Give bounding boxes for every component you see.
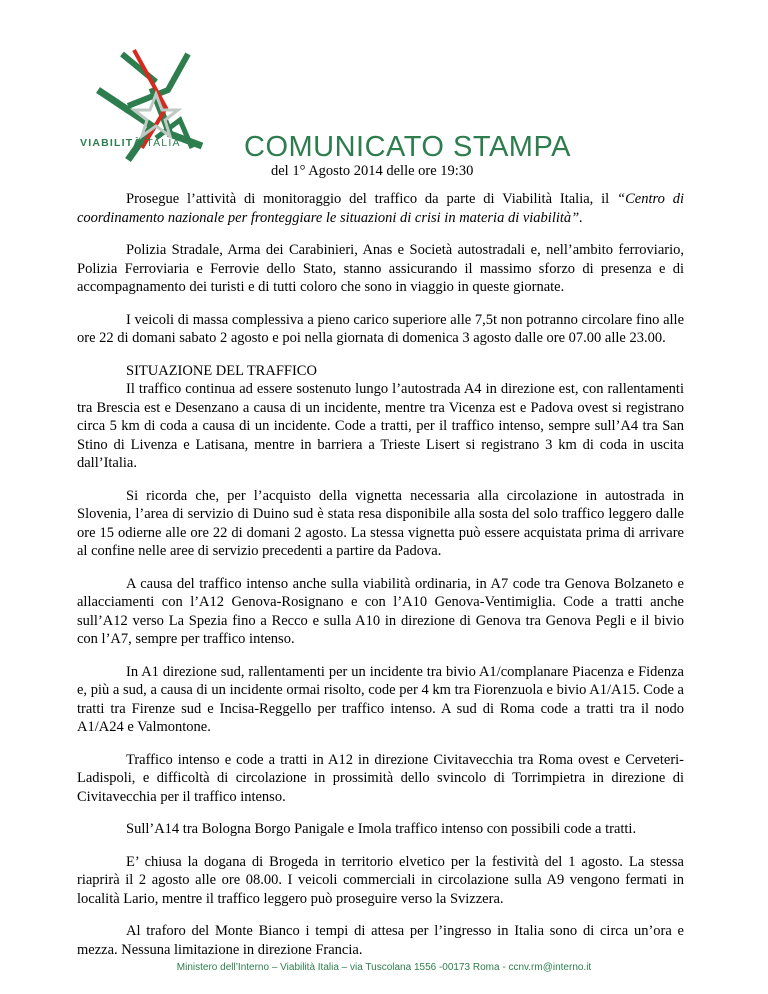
paragraph-6: A causa del traffico intenso anche sulla viabilità ordinaria, in A7 code tra Genova Bolzaneto e allacciamenti con l’A12 Genova-Rosignano e con l’A10 Genova-Ventimiglia. Code a tratti anche sull’A12 verso La Spezia fino a Recco e sulla A10 in direzione di Genova tra Genova Pegli e il bivio con l’A7, sempre per traffico intenso. (77, 575, 684, 647)
footer-contact: Ministero dell’Interno – Viabilità Italia – via Tuscolana 1556 -00173 Roma - ccnv.rm@interno.it (176, 962, 592, 973)
paragraph-1-text: Prosegue l’attività di monitoraggio del traffico da parte di Viabilità Italia, il (126, 191, 618, 207)
dateline: del 1° Agosto 2014 delle ore 19:30 (271, 163, 474, 179)
paragraph-4: Il traffico continua ad essere sostenuto lungo l’autostrada A4 in direzione est, con rallentamenti tra Brescia est e Desenzano a causa di un incidente, mentre tra Vicenza est e Padova ovest si registrano circa 5 km di coda a causa di un incidente. Code a tratti, per il traffico intenso, sempre sull’A4 tra San Stino di Livenza e Latisana, mentre in barriera a Trieste Lisert si registrano 3 km di coda in uscita dall’Italia. (77, 381, 684, 471)
paragraph-1 (77, 190, 684, 227)
page-title: COMUNICATO STAMPA (244, 131, 571, 163)
paragraph-11: Al traforo del Monte Bianco i tempi di attesa per l’ingresso in Italia sono di circa un’ora e mezza. Nessuna limitazione in direzione Francia. (77, 923, 684, 958)
paragraph-9: Sull’A14 tra Bologna Borgo Panigale e Imola traffico intenso con possibili code a tratti. (126, 821, 637, 837)
paragraph-1-italic: “Centro di coordinamento nazionale per fronteggiare le situazioni di crisi in materia di viabilità”. (77, 191, 684, 226)
press-release-body (77, 190, 684, 973)
paragraph-5: Si ricorda che, per l’acquisto della vignetta necessaria alla circolazione in autostrada in Slovenia, l’area di servizio di Duino sud è stata resa disponibile alla sosta del solo traffico leggero dalle ore 15 odierne alle ore 22 di domani 2 agosto. La stessa vignetta può essere acquistata prima di arrivare al confine nelle aree di servizio precedenti a partire da Padova. (77, 487, 684, 559)
paragraph-8: Traffico intenso e code a tratti in A12 in direzione Civitavecchia tra Roma ovest e Cerveteri-Ladispoli, e difficoltà di circolazione in prossimità dello svincolo di Torrimpietra in direzione di Civitavecchia per il traffico intenso. (77, 751, 684, 805)
paragraph-3: I veicoli di massa complessiva a pieno carico superiore alle 7,5t non potranno circolare fino alle ore 22 di domani sabato 2 agosto e poi nella giornata di domenica 3 agosto dalle ore 07.00 alle 23.00. (77, 311, 684, 346)
logo-wordmark-part2: ITALIA (142, 137, 181, 149)
logo-wordmark-part1: VIABILITÀ (80, 137, 143, 149)
logo-wordmark (80, 137, 181, 149)
section-heading: SITUAZIONE DEL TRAFFICO (126, 362, 317, 379)
paragraph-10: E’ chiusa la dogana di Brogeda in territorio elvetico per la festività del 1 agosto. La stessa riaprirà il 2 agosto alle ore 08.00. I veicoli commerciali in circolazione sulla A9 vengono fermati in località Lario, mentre il traffico leggero può proseguire verso la Svizzera. (77, 853, 684, 907)
paragraph-7: In A1 direzione sud, rallentamenti per un incidente tra bivio A1/complanare Piacenza e Fidenza e, più a sud, a causa di un incidente ormai risolto, code per 4 km tra Fiorenzuola e bivio A1/A15. Code a tratti tra Firenze sud e Incisa-Reggello per traffico intenso. A sud di Roma code a tratti tra il nodo A1/A24 e Valmontone. (77, 663, 684, 735)
paragraph-2: Polizia Stradale, Arma dei Carabinieri, Anas e Società autostradali e, nell’ambito ferroviario, Polizia Ferroviaria e Ferrovie dello Stato, stanno assicurando il massimo sforzo di presenza e di accompagnamento dei turisti e di tutti coloro che sono in viaggio in queste giornate. (77, 242, 684, 295)
